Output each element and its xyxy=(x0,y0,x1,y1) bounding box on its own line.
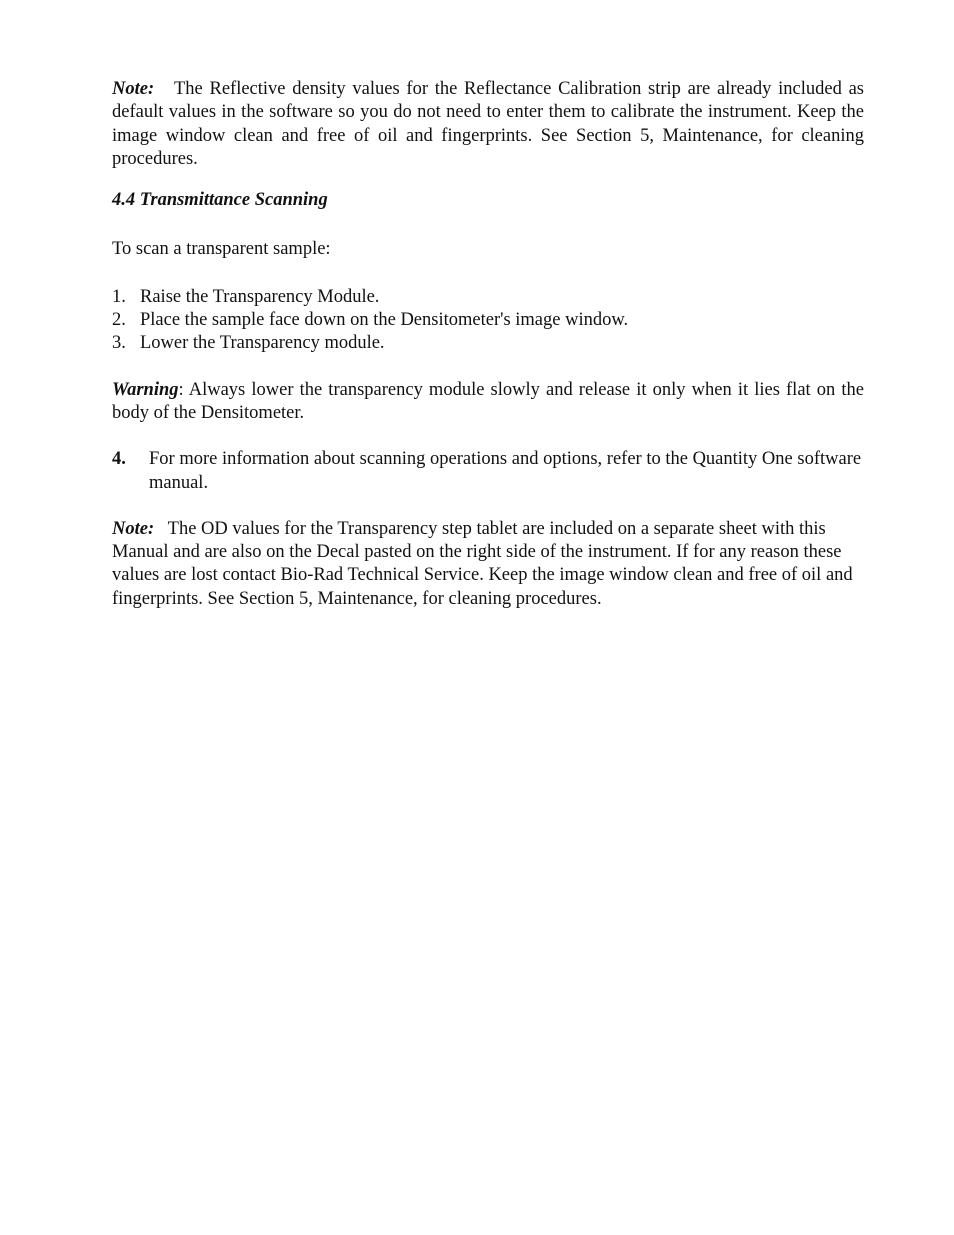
list-item xyxy=(112,286,864,309)
section-intro: To scan a transparent sample: xyxy=(112,239,331,260)
section-heading: 4.4 Transmittance Scanning xyxy=(112,190,328,211)
step-text: Place the sample face down on the Densitometer's image window. xyxy=(140,310,629,331)
step-number: 3. xyxy=(112,333,126,354)
step-four-text: For more information about scanning operations and options, refer to the Quantity One software manual. xyxy=(149,449,862,493)
step-number: 1. xyxy=(112,286,126,307)
note-od-paragraph xyxy=(112,518,864,611)
note-reflective-text: The Reflective density values for the Reflectance Calibration strip are already included as default values in the software so you do not need to enter them to calibrate the instrument. Keep the image window clean and free of oil and fingerprints. See Section 5, Maintenance, for cleaning procedures. xyxy=(112,79,864,169)
note-label: Note: xyxy=(112,79,155,99)
list-item xyxy=(112,332,864,355)
warning-paragraph xyxy=(112,379,864,426)
warning-label: Warning xyxy=(112,379,179,400)
step-four-paragraph xyxy=(112,448,864,495)
note-od-text: The OD values for the Transparency step tablet are included on a separate sheet with this Manual and are also on the Decal pasted on the right side of the instrument. If for any reason these values are lost contact Bio-Rad Technical Service. Keep the image window clean and free of oil and fingerprints. See Section 5, Maintenance, for cleaning procedures. xyxy=(112,518,853,609)
step-text: Raise the Transparency Module. xyxy=(140,286,380,307)
list-item xyxy=(112,309,864,332)
step-text: Lower the Transparency module. xyxy=(140,333,385,354)
warning-text: : Always lower the transparency module slowly and release it only when it lies flat on the body of the Densitometer. xyxy=(112,379,864,423)
step-four-number: 4. xyxy=(112,449,126,470)
step-number: 2. xyxy=(112,310,126,331)
document-page xyxy=(112,78,864,611)
note-reflective-paragraph xyxy=(112,78,864,171)
steps-list xyxy=(112,286,864,356)
note-od-label: Note: xyxy=(112,518,155,539)
